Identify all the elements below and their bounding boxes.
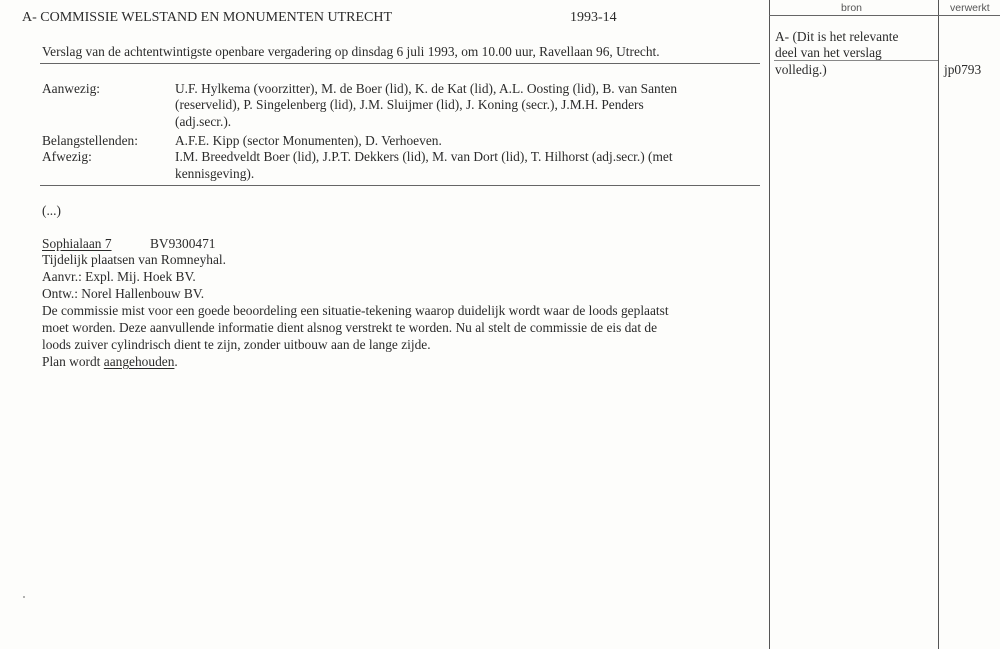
- scan-speck: [23, 596, 25, 598]
- item-code: BV9300471: [150, 236, 216, 251]
- margin-header-rule: [769, 15, 1000, 16]
- aanwezig-line-3: (adj.secr.).: [175, 114, 232, 129]
- belangstellenden-text: A.F.E. Kipp (sector Monumenten), D. Verhoeven.: [175, 133, 442, 148]
- item-line-1: Tijdelijk plaatsen van Romneyhal.: [42, 252, 226, 267]
- verwerkt-code: jp0793: [944, 62, 982, 77]
- report-rule: [40, 63, 760, 64]
- item-body-line-1: De commissie mist voor een goede beoordeling een situatie-tekening waarop duidelijk wordt waar de loods geplaatst: [42, 303, 669, 318]
- item-address: Sophialaan 7: [42, 236, 112, 251]
- bron-note-line-3: volledig.): [775, 62, 827, 77]
- bron-header: bron: [841, 2, 863, 14]
- afwezig-label: Afwezig:: [42, 149, 92, 164]
- verwerkt-header: verwerkt: [950, 2, 990, 14]
- decision-value: aangehouden: [103, 354, 175, 369]
- decision-prefix: Plan wordt: [42, 354, 101, 369]
- aanwezig-label: Aanwezig:: [42, 81, 101, 96]
- bron-note-line-1: A- (Dit is het relevante: [775, 29, 899, 44]
- item-body-line-2: moet worden. Deze aanvullende informatie dient alsnog verstrekt te worden. Nu al stelt de commissie de eis dat de: [42, 320, 658, 335]
- decision-suffix: .: [174, 354, 178, 369]
- bron-note-underline: [774, 60, 938, 61]
- verwerkt-column-left-border: [938, 0, 939, 649]
- belangstellenden-label: Belangstellenden:: [42, 133, 138, 148]
- bron-column-left-border: [769, 0, 770, 649]
- item-line-2: Aanvr.: Expl. Mij. Hoek BV.: [42, 269, 196, 284]
- document-year: 1993-14: [570, 10, 617, 25]
- decision-line: [42, 354, 178, 370]
- ellipsis: (...): [42, 203, 61, 218]
- afwezig-line-1: I.M. Breedveldt Boer (lid), J.P.T. Dekkers (lid), M. van Dort (lid), T. Hilhorst (adj.secr.) (met: [175, 149, 673, 164]
- aanwezig-line-2: (reservelid), P. Singelenberg (lid), J.M. Sluijmer (lid), J. Koning (secr.), J.M.H. Penders: [175, 97, 644, 112]
- meeting-report-line: Verslag van de achtentwintigste openbare vergadering op dinsdag 6 juli 1993, om 10.00 uur, Ravellaan 96, Utrecht.: [42, 44, 660, 59]
- aanwezig-line-1: U.F. Hylkema (voorzitter), M. de Boer (lid), K. de Kat (lid), A.L. Oosting (lid), B. van Santen: [175, 81, 678, 96]
- item-line-3: Ontw.: Norel Hallenbouw BV.: [42, 286, 205, 301]
- afwezig-line-2: kennisgeving).: [175, 166, 255, 181]
- attendance-rule: [40, 185, 760, 186]
- bron-note-line-2: deel van het verslag: [775, 45, 882, 60]
- item-body-line-3: loods zuiver cylindrisch dient te zijn, zonder uitbouw aan de lange zijde.: [42, 337, 431, 352]
- document-title: A- COMMISSIE WELSTAND EN MONUMENTEN UTRECHT: [22, 10, 392, 25]
